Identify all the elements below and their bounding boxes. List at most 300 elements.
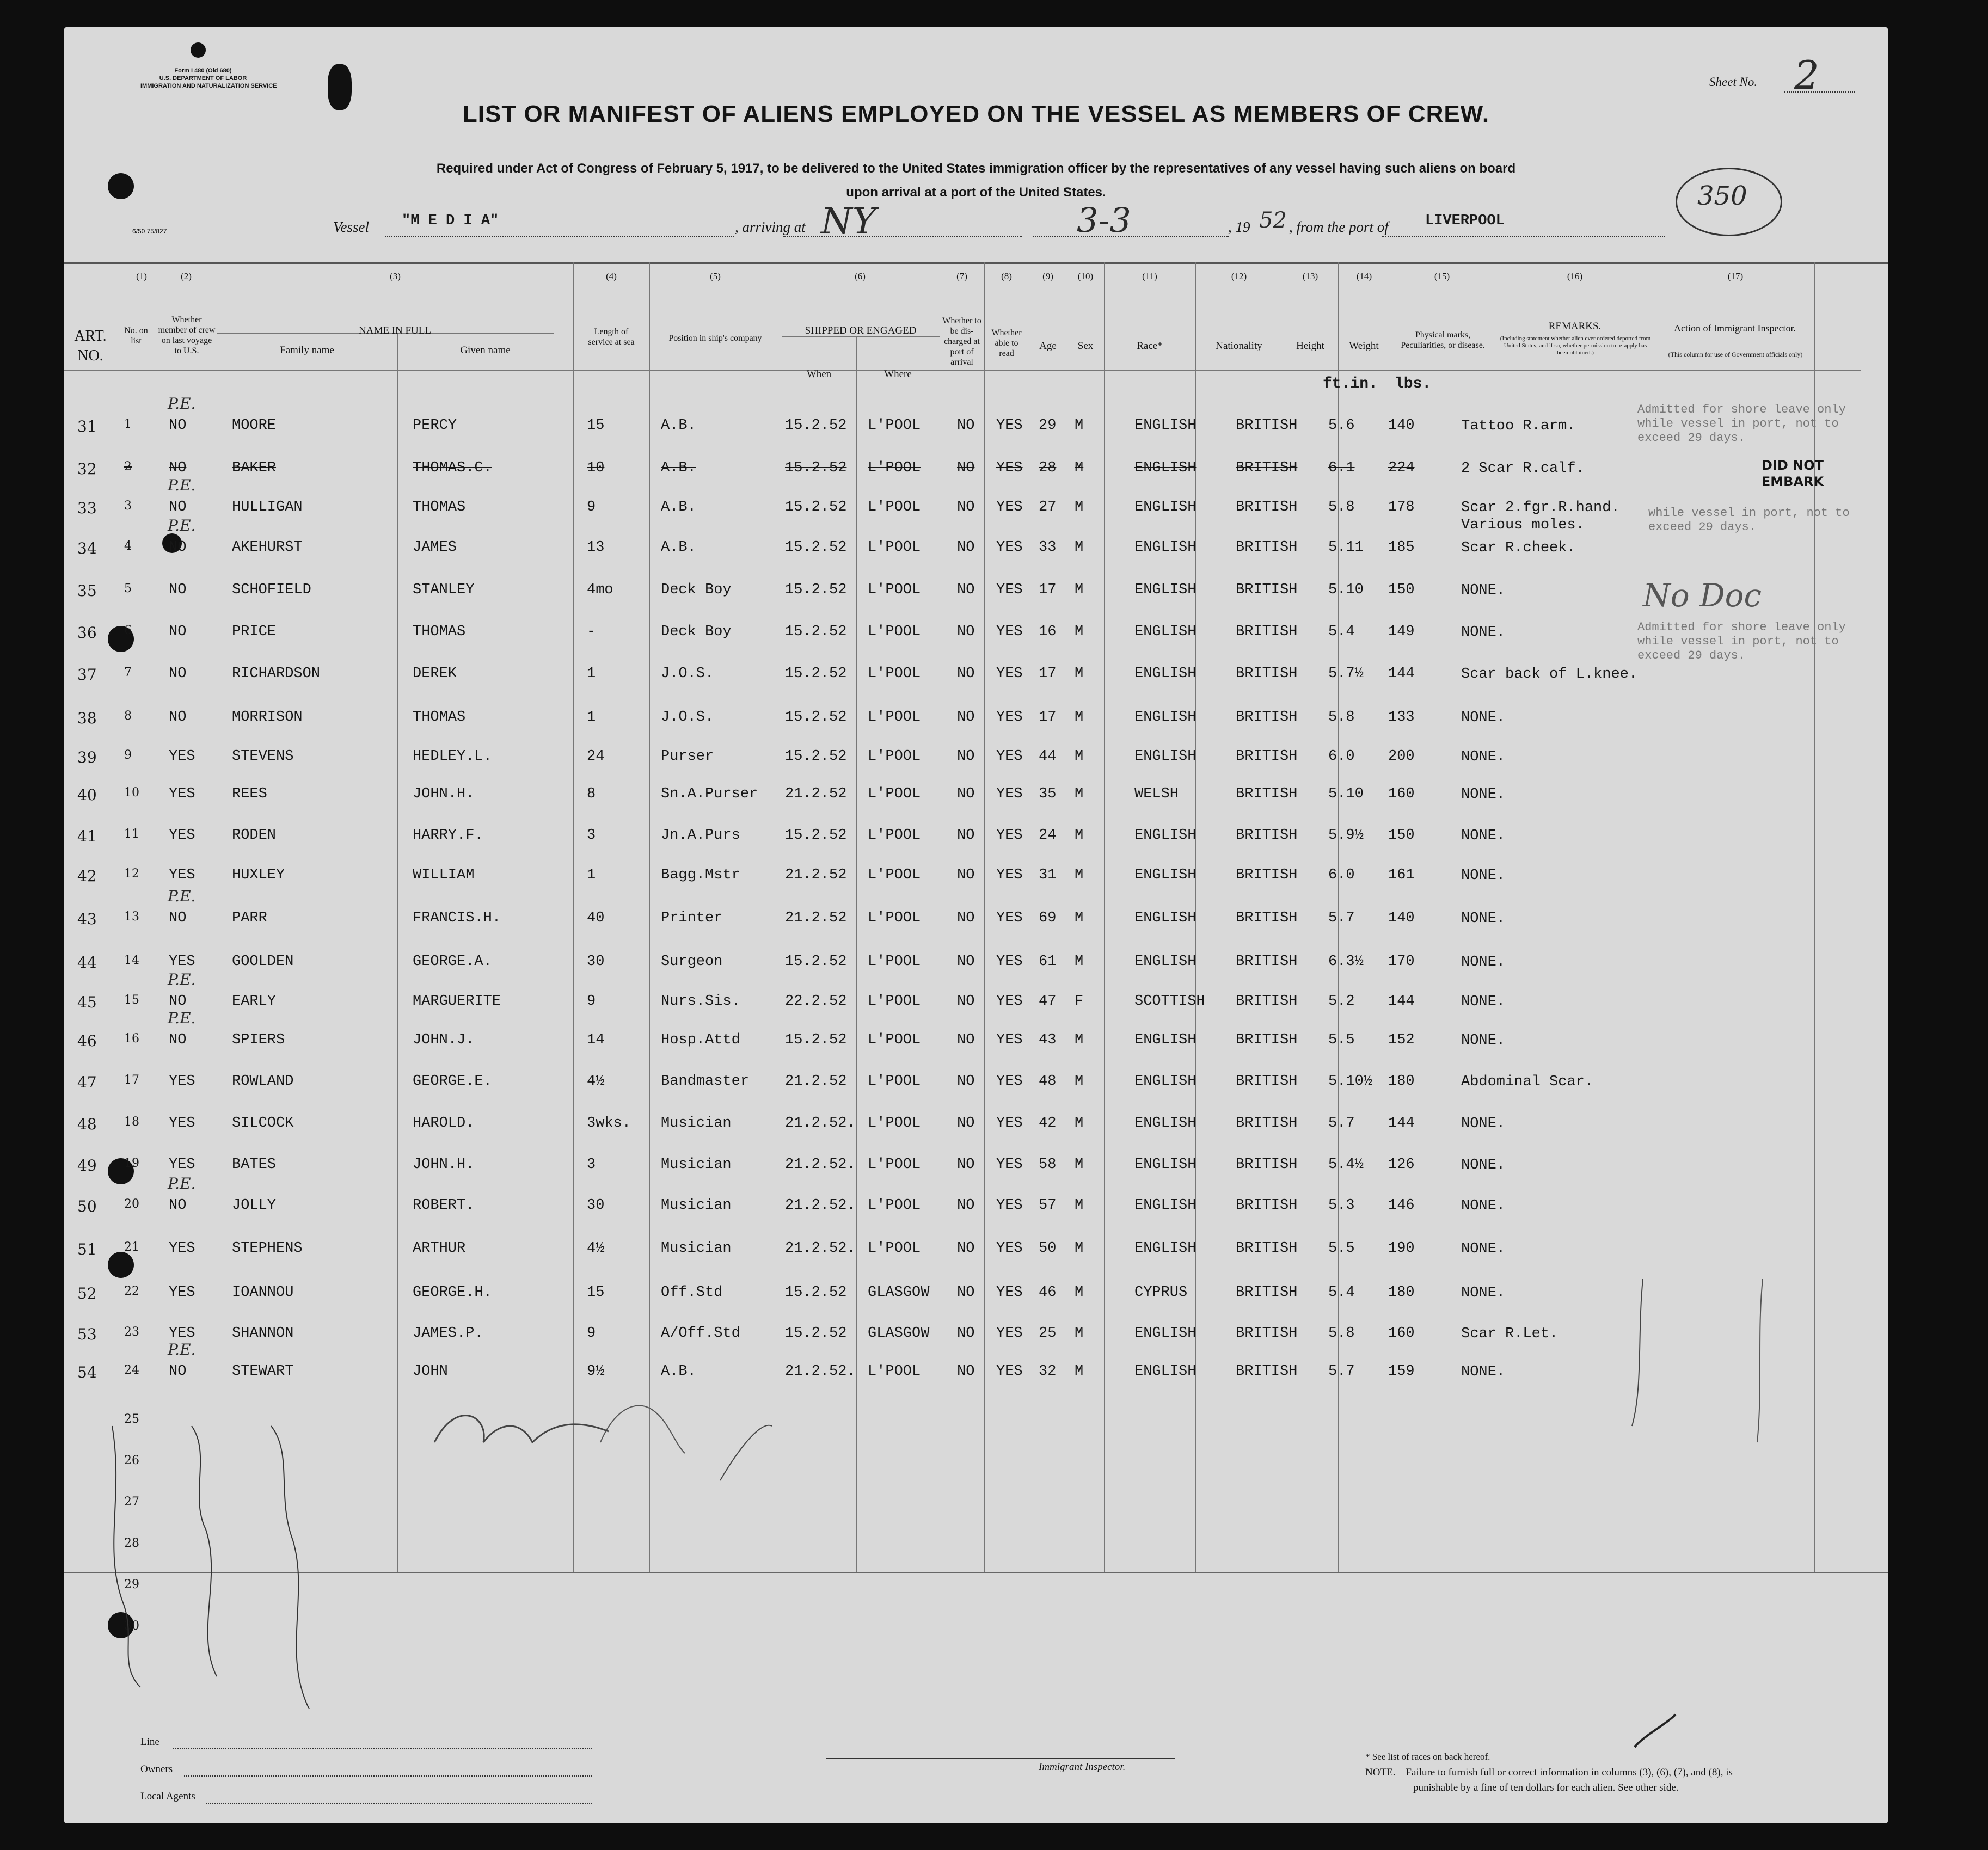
physical-marks: NONE.	[1461, 954, 1506, 970]
able-to-read: YES	[996, 666, 1023, 682]
no-on-list: 1	[124, 417, 132, 431]
pe-mark: P.E.	[168, 1341, 196, 1359]
weight: 144	[1388, 1115, 1415, 1132]
where-shipped: L'POOL	[868, 539, 921, 556]
art-no: 51	[77, 1240, 97, 1258]
sex: M	[1075, 1325, 1084, 1342]
header-action-note: (This column for use of Government officials only)	[1668, 351, 1803, 358]
art-no: 53	[77, 1325, 97, 1343]
able-to-read: YES	[996, 910, 1023, 926]
sex: M	[1075, 1240, 1084, 1257]
art-no: 44	[77, 954, 97, 972]
nationality: BRITISH	[1236, 1115, 1298, 1132]
given-name: ROBERT.	[413, 1197, 475, 1214]
colnum: (7)	[956, 271, 967, 281]
age: 33	[1039, 539, 1057, 556]
pe-mark: P.E.	[168, 517, 196, 534]
physical-marks: NONE.	[1461, 1032, 1506, 1049]
able-to-read: YES	[996, 1115, 1023, 1132]
when-shipped: 21.2.52.	[785, 1157, 856, 1173]
art-no: 32	[77, 460, 97, 478]
where-shipped: L'POOL	[868, 1157, 921, 1173]
where-shipped: L'POOL	[868, 748, 921, 765]
weight-units: lbs.	[1395, 376, 1432, 392]
height: 5.8	[1328, 709, 1355, 726]
member-crew: YES	[169, 786, 195, 802]
family-name: PARR	[232, 910, 267, 926]
art-no: 34	[77, 539, 97, 557]
nationality: BRITISH	[1236, 709, 1298, 726]
weight: 160	[1388, 1325, 1415, 1342]
no-on-list: 9	[124, 748, 132, 762]
able-to-read: YES	[996, 867, 1023, 883]
pe-mark: P.E.	[168, 476, 196, 494]
header-physical: Physical marks, Peculiarities, or disease.	[1401, 330, 1485, 350]
member-crew: NO	[169, 582, 187, 598]
age: 48	[1039, 1073, 1057, 1090]
footer-note-line-1: NOTE.—Failure to furnish full or correct information in columns (3), (6), (7), and (8), is	[1365, 1767, 1733, 1778]
when-shipped: 21.2.52	[785, 910, 847, 926]
race: ENGLISH	[1134, 910, 1197, 926]
discharged: NO	[957, 1073, 975, 1090]
colnum: (6)	[855, 271, 866, 281]
arriving-label: , arriving at	[735, 219, 806, 235]
art-no: 43	[77, 910, 97, 928]
weight: 161	[1388, 867, 1415, 883]
no-on-list: 21	[124, 1240, 139, 1254]
header-remarks: REMARKS.	[1548, 321, 1602, 332]
age: 47	[1039, 993, 1057, 1010]
discharged: NO	[957, 1157, 975, 1173]
header-no-on-list: No. on list	[124, 326, 148, 346]
colnum: (2)	[181, 271, 192, 281]
race: ENGLISH	[1134, 666, 1197, 682]
when-shipped: 15.2.52	[785, 539, 847, 556]
race: ENGLISH	[1134, 1325, 1197, 1342]
nationality: BRITISH	[1236, 827, 1298, 844]
where-shipped: L'POOL	[868, 460, 921, 476]
physical-marks: Abdominal Scar.	[1461, 1074, 1594, 1090]
header-shipped-engaged: SHIPPED OR ENGAGED	[805, 325, 917, 336]
given-name: HEDLEY.L.	[413, 748, 492, 765]
length-of-service: 4½	[587, 1240, 605, 1257]
pe-mark: P.E.	[168, 970, 196, 988]
sex: M	[1075, 1032, 1084, 1048]
height: 5.7	[1328, 1363, 1355, 1380]
nationality: BRITISH	[1236, 1363, 1298, 1380]
stamp-shore-leave: Admitted for shore leave only while vessel in port, not to exceed 29 days.	[1637, 620, 1846, 662]
no-on-list: 14	[124, 954, 139, 967]
when-shipped: 15.2.52	[785, 748, 847, 765]
given-name: JOHN.H.	[413, 786, 475, 802]
race: ENGLISH	[1134, 954, 1197, 970]
no-on-list: 11	[124, 827, 139, 841]
when-shipped: 15.2.52	[785, 1284, 847, 1301]
length-of-service: 9	[587, 1325, 596, 1342]
position: Sn.A.Purser	[661, 786, 758, 802]
race: ENGLISH	[1134, 709, 1197, 726]
where-shipped: L'POOL	[868, 582, 921, 598]
no-on-list: 3	[124, 499, 132, 513]
position: Nurs.Sis.	[661, 993, 740, 1010]
footer-owners-label: Owners	[140, 1763, 173, 1775]
age: 50	[1039, 1240, 1057, 1257]
art-no: 45	[77, 993, 97, 1011]
discharged: NO	[957, 1325, 975, 1342]
when-shipped: 15.2.52	[785, 624, 847, 640]
physical-marks: NONE.	[1461, 911, 1506, 927]
race: ENGLISH	[1134, 748, 1197, 765]
colnum: (1)	[136, 271, 147, 281]
no-on-list: 4	[124, 539, 132, 553]
where-shipped: L'POOL	[868, 910, 921, 926]
weight: 150	[1388, 582, 1415, 598]
art-no: 33	[77, 499, 97, 517]
weight: 140	[1388, 417, 1415, 434]
member-crew: YES	[169, 1157, 195, 1173]
family-name: AKEHURST	[232, 539, 303, 556]
nationality: BRITISH	[1236, 499, 1298, 515]
nationality: BRITISH	[1236, 582, 1298, 598]
footer-line-label: Line	[140, 1736, 159, 1748]
pe-mark: P.E.	[168, 1009, 196, 1027]
able-to-read: YES	[996, 1073, 1023, 1090]
height: 5.5	[1328, 1240, 1355, 1257]
discharged: NO	[957, 499, 975, 515]
length-of-service: 1	[587, 666, 596, 682]
discharged: NO	[957, 460, 975, 476]
where-shipped: L'POOL	[868, 993, 921, 1010]
height: 5.4	[1328, 1284, 1355, 1301]
position: J.O.S.	[661, 709, 714, 726]
art-no: 36	[77, 624, 97, 642]
able-to-read: YES	[996, 624, 1023, 640]
length-of-service: 30	[587, 1197, 605, 1214]
header-position: Position in ship's company	[668, 334, 762, 343]
family-name: PRICE	[232, 624, 277, 640]
length-of-service: -	[587, 624, 596, 640]
nationality: BRITISH	[1236, 1284, 1298, 1301]
empty-row-number: 28	[124, 1536, 139, 1550]
length-of-service: 10	[587, 460, 605, 476]
empty-row-number: 27	[124, 1495, 139, 1509]
physical-marks: Scar 2.fgr.R.hand. Various moles.	[1461, 500, 1620, 533]
age: 27	[1039, 499, 1057, 515]
length-of-service: 4½	[587, 1073, 605, 1090]
family-name: BAKER	[232, 460, 277, 476]
no-on-list: 10	[124, 786, 139, 800]
given-name: FRANCIS.H.	[413, 910, 501, 926]
art-no: 49	[77, 1157, 97, 1175]
header-weight: Weight	[1349, 340, 1379, 352]
race: ENGLISH	[1134, 624, 1197, 640]
length-of-service: 15	[587, 417, 605, 434]
family-name: SCHOFIELD	[232, 582, 311, 598]
member-crew: YES	[169, 954, 195, 970]
art-no: 38	[77, 709, 97, 727]
member-crew: NO	[169, 1032, 187, 1048]
given-name: ARTHUR	[413, 1240, 466, 1257]
header-when: When	[806, 368, 832, 380]
member-crew: NO	[169, 417, 187, 434]
age: 44	[1039, 748, 1057, 765]
where-shipped: L'POOL	[868, 666, 921, 682]
nationality: BRITISH	[1236, 417, 1298, 434]
sex: M	[1075, 1197, 1084, 1214]
discharged: NO	[957, 417, 975, 434]
physical-marks: NONE.	[1461, 1285, 1506, 1301]
given-name: HAROLD.	[413, 1115, 475, 1132]
given-name: JOHN.J.	[413, 1032, 475, 1048]
height: 5.6	[1328, 417, 1355, 434]
where-shipped: L'POOL	[868, 624, 921, 640]
physical-marks: NONE.	[1461, 1241, 1506, 1257]
able-to-read: YES	[996, 499, 1023, 515]
family-name: SILCOCK	[232, 1115, 294, 1132]
member-crew: NO	[169, 910, 187, 926]
age: 24	[1039, 827, 1057, 844]
physical-marks: NONE.	[1461, 582, 1506, 599]
age: 57	[1039, 1197, 1057, 1214]
sex: M	[1075, 1284, 1084, 1301]
family-name: JOLLY	[232, 1197, 277, 1214]
sheet-label: Sheet No.	[1709, 75, 1758, 89]
age: 61	[1039, 954, 1057, 970]
age: 58	[1039, 1157, 1057, 1173]
member-crew: NO	[169, 499, 187, 515]
member-crew: NO	[169, 460, 187, 476]
length-of-service: 13	[587, 539, 605, 556]
when-shipped: 15.2.52	[785, 460, 847, 476]
given-name: THOMAS	[413, 624, 466, 640]
colnum: (4)	[606, 271, 617, 281]
physical-marks: NONE.	[1461, 786, 1506, 803]
weight: 170	[1388, 954, 1415, 970]
header-family-name: Family name	[280, 345, 334, 356]
when-shipped: 15.2.52	[785, 666, 847, 682]
able-to-read: YES	[996, 954, 1023, 970]
stamp-shore-leave: while vessel in port, not to exceed 29 days.	[1648, 506, 1850, 534]
discharged: NO	[957, 624, 975, 640]
family-name: STEWART	[232, 1363, 294, 1380]
height: 5.4	[1328, 624, 1355, 640]
position: A.B.	[661, 417, 696, 434]
height: 5.9½	[1328, 827, 1364, 844]
colnum: (16)	[1567, 271, 1583, 281]
given-name: THOMAS	[413, 709, 466, 726]
printer-code: 6/50 75/827	[132, 228, 167, 235]
discharged: NO	[957, 786, 975, 802]
age: 17	[1039, 582, 1057, 598]
no-on-list: 19	[124, 1157, 139, 1170]
race: ENGLISH	[1134, 499, 1197, 515]
when-shipped: 15.2.52	[785, 499, 847, 515]
nationality: BRITISH	[1236, 1073, 1298, 1090]
height: 5.10	[1328, 582, 1364, 598]
position: Musician	[661, 1157, 732, 1173]
family-name: MOORE	[232, 417, 277, 434]
family-name: STEVENS	[232, 748, 294, 765]
sex: M	[1075, 748, 1084, 765]
stamp-shore-leave: Admitted for shore leave only while vessel in port, not to exceed 29 days.	[1637, 403, 1846, 445]
weight: 144	[1388, 666, 1415, 682]
position: Bagg.Mstr	[661, 867, 740, 883]
weight: 160	[1388, 786, 1415, 802]
when-shipped: 21.2.52.	[785, 1197, 856, 1214]
nationality: BRITISH	[1236, 666, 1298, 682]
where-shipped: L'POOL	[868, 417, 921, 434]
given-name: STANLEY	[413, 582, 475, 598]
height: 5.10½	[1328, 1073, 1373, 1090]
position: A.B.	[661, 1363, 696, 1380]
header-given-name: Given name	[460, 345, 511, 356]
member-crew: YES	[169, 748, 195, 765]
sex: M	[1075, 1115, 1084, 1132]
nationality: BRITISH	[1236, 786, 1298, 802]
service: IMMIGRATION AND NATURALIZATION SERVICE	[140, 83, 277, 89]
sex: M	[1075, 910, 1084, 926]
colnum: (10)	[1077, 271, 1094, 281]
weight: 200	[1388, 748, 1415, 765]
able-to-read: YES	[996, 460, 1023, 476]
able-to-read: YES	[996, 1240, 1023, 1257]
discharged: NO	[957, 539, 975, 556]
no-on-list: 7	[124, 666, 132, 679]
colnum: (3)	[390, 271, 401, 281]
where-shipped: L'POOL	[868, 786, 921, 802]
member-crew: YES	[169, 1284, 195, 1301]
weight: 180	[1388, 1073, 1415, 1090]
discharged: NO	[957, 1197, 975, 1214]
colnum: (15)	[1434, 271, 1450, 281]
weight: 178	[1388, 499, 1415, 515]
pe-mark: P.E.	[168, 1175, 196, 1193]
able-to-read: YES	[996, 993, 1023, 1010]
discharged: NO	[957, 709, 975, 726]
discharged: NO	[957, 954, 975, 970]
able-to-read: YES	[996, 1363, 1023, 1380]
header-action: Action of Immigrant Inspector.	[1674, 323, 1796, 334]
physical-marks: NONE.	[1461, 1364, 1506, 1380]
art-no: 41	[77, 827, 97, 845]
when-shipped: 21.2.52.	[785, 1240, 856, 1257]
physical-marks: NONE.	[1461, 1157, 1506, 1173]
position: Hosp.Attd	[661, 1032, 740, 1048]
header-name-in-full: NAME IN FULL	[359, 325, 431, 336]
able-to-read: YES	[996, 827, 1023, 844]
family-name: STEPHENS	[232, 1240, 303, 1257]
race: ENGLISH	[1134, 1240, 1197, 1257]
weight: 180	[1388, 1284, 1415, 1301]
length-of-service: 4mo	[587, 582, 613, 598]
able-to-read: YES	[996, 786, 1023, 802]
where-shipped: L'POOL	[868, 1240, 921, 1257]
family-name: MORRISON	[232, 709, 303, 726]
no-on-list: 17	[124, 1073, 139, 1087]
race: ENGLISH	[1134, 1032, 1197, 1048]
height: 5.7	[1328, 910, 1355, 926]
nationality: BRITISH	[1236, 1197, 1298, 1214]
family-name: ROWLAND	[232, 1073, 294, 1090]
weight: 144	[1388, 993, 1415, 1010]
when-shipped: 22.2.52	[785, 993, 847, 1010]
able-to-read: YES	[996, 1157, 1023, 1173]
weight: 133	[1388, 709, 1415, 726]
given-name: GEORGE.H.	[413, 1284, 492, 1301]
when-shipped: 15.2.52	[785, 709, 847, 726]
physical-marks: NONE.	[1461, 994, 1506, 1010]
length-of-service: 24	[587, 748, 605, 765]
physical-marks: Scar R.Let.	[1461, 1326, 1559, 1342]
length-of-service: 3	[587, 827, 596, 844]
art-no: 46	[77, 1032, 97, 1050]
no-on-list: 6	[124, 624, 132, 637]
when-shipped: 15.2.52	[785, 417, 847, 434]
pe-mark: P.E.	[168, 887, 196, 905]
year-prefix: , 19	[1228, 219, 1250, 235]
position: A.B.	[661, 539, 696, 556]
when-shipped: 21.2.52.	[785, 1363, 856, 1380]
empty-row-number: 29	[124, 1578, 139, 1591]
arrival-date: 3-3	[1077, 200, 1131, 240]
physical-marks: Scar R.cheek.	[1461, 540, 1576, 556]
where-shipped: L'POOL	[868, 954, 921, 970]
discharged: NO	[957, 748, 975, 765]
when-shipped: 15.2.52	[785, 1325, 847, 1342]
discharged: NO	[957, 1032, 975, 1048]
manifest-sheet	[64, 27, 1888, 1823]
discharged: NO	[957, 582, 975, 598]
length-of-service: 40	[587, 910, 605, 926]
footer-note-line-2: punishable by a fine of ten dollars for each alien. See other side.	[1413, 1782, 1679, 1793]
height-units: ft.in.	[1323, 376, 1378, 392]
vessel-label: Vessel	[333, 219, 369, 235]
header-where: Where	[884, 368, 912, 380]
given-name: PERCY	[413, 417, 457, 434]
arriving-at: NY	[821, 200, 876, 242]
given-name: DEREK	[413, 666, 457, 682]
colnum: (5)	[710, 271, 721, 281]
sex: M	[1075, 1363, 1084, 1380]
family-name: RICHARDSON	[232, 666, 321, 682]
art-no: 52	[77, 1284, 97, 1302]
sex: M	[1075, 460, 1084, 476]
height: 5.4½	[1328, 1157, 1364, 1173]
able-to-read: YES	[996, 748, 1023, 765]
discharged: NO	[957, 1363, 975, 1380]
sex: F	[1075, 993, 1084, 1010]
height: 5.5	[1328, 1032, 1355, 1048]
form-number: Form I 480 (Old 680)	[174, 67, 232, 74]
given-name: THOMAS	[413, 499, 466, 515]
member-crew: YES	[169, 1115, 195, 1132]
nationality: BRITISH	[1236, 1325, 1298, 1342]
age: 35	[1039, 786, 1057, 802]
discharged: NO	[957, 666, 975, 682]
position: A/Off.Std	[661, 1325, 740, 1342]
given-name: MARGUERITE	[413, 993, 501, 1010]
given-name: JOHN.H.	[413, 1157, 475, 1173]
race: ENGLISH	[1134, 1115, 1197, 1132]
given-name: WILLIAM	[413, 867, 475, 883]
port-label: , from the port of	[1289, 219, 1389, 235]
family-name: IOANNOU	[232, 1284, 294, 1301]
colnum: (14)	[1356, 271, 1372, 281]
weight: 126	[1388, 1157, 1415, 1173]
colnum: (9)	[1042, 271, 1053, 281]
vessel-name: "M E D I A"	[402, 213, 499, 229]
art-no: 40	[77, 786, 97, 804]
